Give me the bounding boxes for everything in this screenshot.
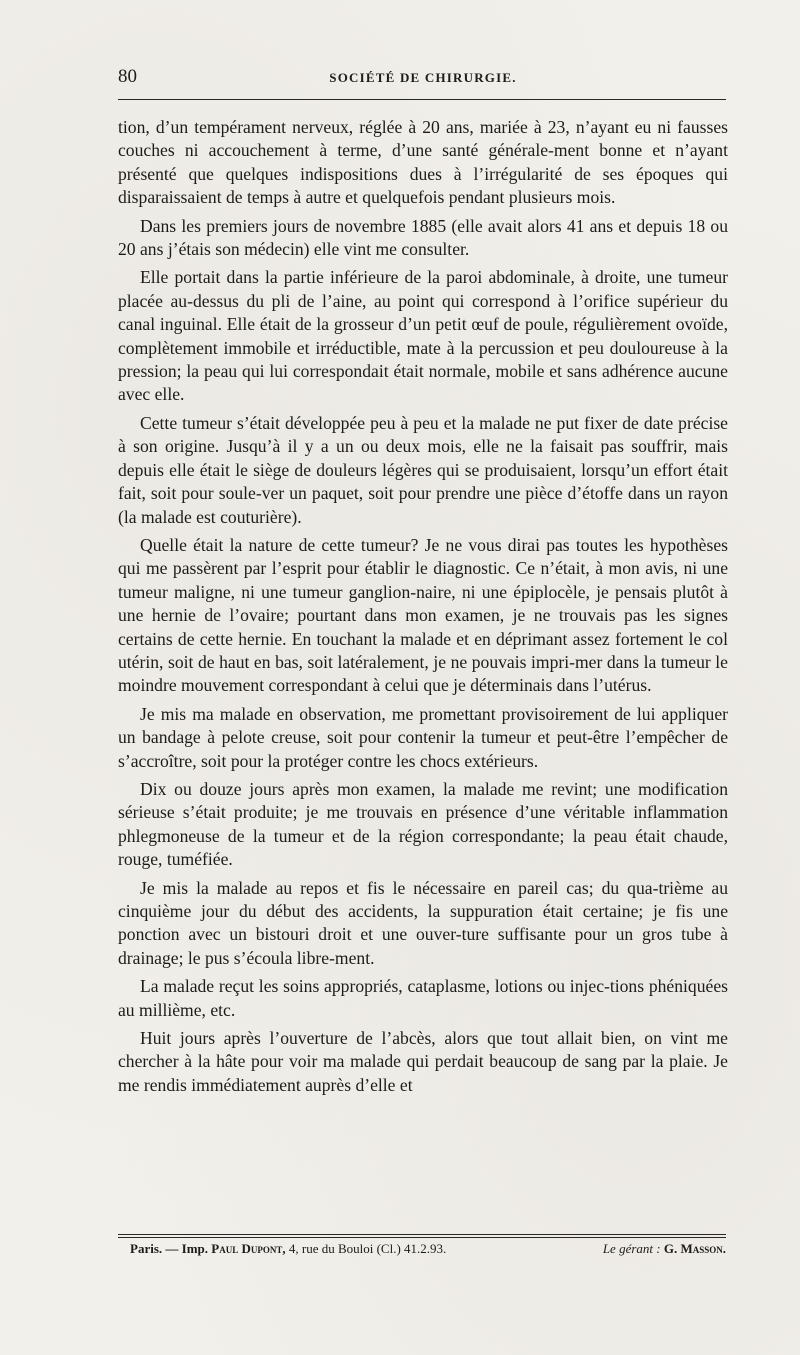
imprint-city: Paris. — [130, 1241, 163, 1256]
imprint-printer-name: Paul Dupont, — [211, 1241, 286, 1256]
paragraph: Huit jours après l’ouverture de l’abcès, alors que tout allait bien, on vint me chercher à la hâte pour voir ma malade qui perdait beaucoup de sang par la plaie. Je me rendis immédiatement auprès d’elle et — [118, 1028, 728, 1095]
footer-rule-thick — [118, 1237, 726, 1238]
imprint-gerant-name: G. Masson. — [663, 1241, 726, 1256]
imprint-left — [130, 1241, 446, 1257]
paragraph: La malade reçut les soins appropriés, cataplasme, lotions ou injec-tions phéniquées au millième, etc. — [118, 976, 728, 1020]
paragraph: Dans les premiers jours de novembre 1885 (elle avait alors 41 ans et depuis 18 ou 20 ans j’étais son médecin) elle vint me consulter. — [118, 215, 728, 260]
paragraph: Quelle était la nature de cette tumeur? Je ne vous dirai pas toutes les hypothèses qui me passèrent par l’esprit pour établir le diagnostic. Ce n’était, à mon avis, ni une tumeur maligne, ni une tumeur ganglion-naire, ni une épiplocèle, je pensais plutôt à une hernie de l’ovaire; pourtant dans mon examen, je ne trouvais pas les signes certains de cette hernie. En touchant la malade et en déprimant assez fortement le col utérin, soit de haut en bas, soit latéralement, je ne pouvais impri-mer dans la tumeur le moindre mouvement correspondant à celui que je déterminais dans l’utérus. — [118, 534, 728, 696]
imprint-right — [603, 1241, 726, 1257]
running-title: SOCIÉTÉ DE CHIRURGIE. — [329, 70, 517, 85]
paragraph: Dix ou douze jours après mon examen, la malade me revint; une modification sérieuse s’était produite; je me trouvais en présence d’une véritable inflammation phlegmoneuse de la tumeur et de la région correspondante; la peau était chaude, rouge, tuméfiée. — [118, 778, 728, 870]
footer-rule — [118, 1234, 726, 1235]
imprint-gerant-label: Le gérant : — [602, 1241, 661, 1256]
paragraph: Elle portait dans la partie inférieure de la paroi abdominale, à droite, une tumeur placée au-dessus du pli de l’aine, au point qui correspond à l’orifice supérieur du canal inguinal. Elle était de la grosseur d’un petit œuf de poule, régulièrement ovoïde, complètement immobile et irréductible, mate à la percussion et peu douloureuse à la pression; la peau qui lui correspondait était normale, mobile et sans adhérence aucune avec elle. — [118, 267, 728, 405]
paragraph: Je mis ma malade en observation, me promettant provisoirement de lui appliquer un bandage à pelote creuse, soit pour contenir la tumeur et peut-être l’empêcher de s’accroître, soit pour la protéger contre les chocs extérieurs. — [118, 703, 728, 771]
paragraph: Je mis la malade au repos et fis le nécessaire en pareil cas; du qua-trième au cinquième jour du début des accidents, la suppuration était certaine; je fis une ponction avec un bistouri droit et une ouver-ture suffisante pour un gros tube à drainage; le pus s’écoula libre-ment. — [118, 877, 728, 968]
page-number: 80 — [118, 66, 137, 87]
imprint-address: 4, rue du Bouloi (Cl.) 41.2.93. — [288, 1241, 447, 1256]
printer-imprint — [130, 1241, 726, 1257]
imprint-prefix: — Imp. — [165, 1241, 209, 1256]
body-text — [118, 116, 728, 1102]
page-header — [118, 66, 728, 96]
paragraph: Cette tumeur s’était développée peu à peu et la malade ne put fixer de date précise à son origine. Jusqu’à il y a un ou deux mois, elle ne la faisait pas souffrir, mais depuis elle était le siège de douleurs légères qui se produisaient, lorsqu’un effort était fait, soit pour soule-ver un paquet, soit pour prendre une pièce d’étoffe dans un rayon (la malade est couturière). — [118, 412, 728, 527]
header-rule — [118, 99, 726, 100]
paragraph: tion, d’un tempérament nerveux, réglée à 20 ans, mariée à 23, n’ayant eu ni fausses couches ni accouchement à terme, d’une santé générale-ment bonne et n’ayant présenté que quelques indispositions dues à l’irrégularité de ses époques qui disparaissaient de temps à autre et quelquefois pendant plusieurs mois. — [118, 117, 728, 208]
